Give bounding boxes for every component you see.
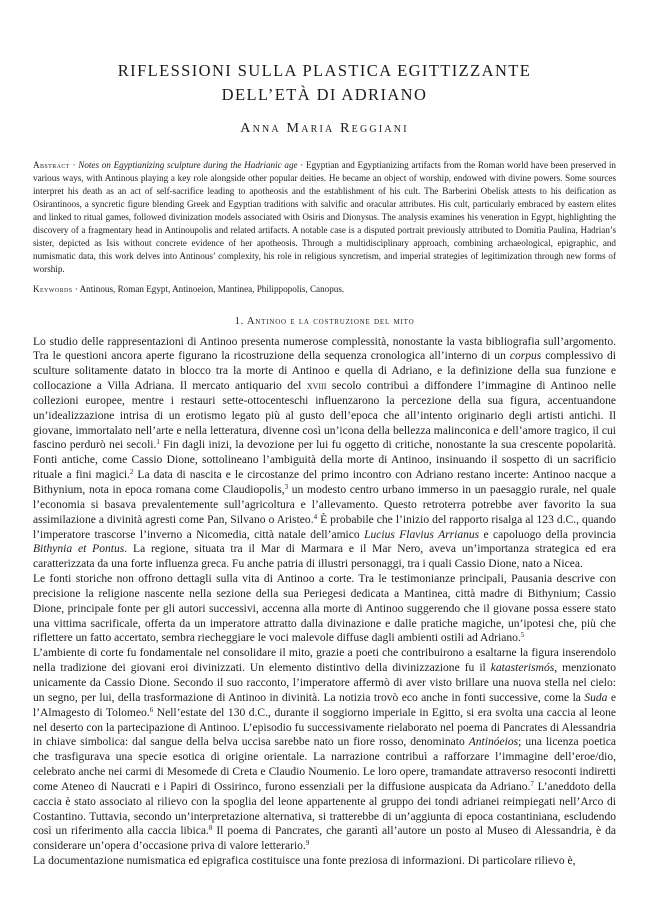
keywords-label: Keywords [33,283,73,294]
text-run: Lo studio delle rappresentazioni di Antinoo presenta numerose complessità, nonostante la vasta bibliografia sull’argomento. Tra le questioni ancora aperte figurano la ricostruzione della sequenza cronologica all’interno di un [33,335,616,363]
abstract [33,159,616,276]
footnote-ref[interactable]: 3 [284,483,289,492]
text-run: . La regione, situata tra il Mar di Marmara e il Mar Nero, aveva un’importanza strategica ed era caratterizzata da una forte influenza greca. Fu anche patria di illustri personaggi, tra i quali Cassio Dione, nato a Nicea. [33,543,616,571]
footnote-ref[interactable]: 5 [520,631,525,640]
italic-term: Lucius Flavius Arrianus [364,528,480,541]
abstract-separator: · [69,160,79,170]
section-heading: 1. Antinoo e la costruzione del mito [234,315,415,327]
text-run: e capoluogo della provincia [479,528,616,541]
paragraph-4 [33,854,616,869]
abstract-text: · Egyptian and Egyptianizing artifacts from the Roman world have been preserved in various ways, with Antinous playing a key role alongside other popular deities. He became an object of worship, endowed with divine powers. Some sources interpret his death as an act of self-sacrifice leading to apotheosis and the establishment of his cult. The Barberini Obelisk attests to his deification as Osirantinoos, a syncretic figure blending Greek and Egyptian traditions with salvific and oracular attributes. His cult, particularly embraced by eastern elites and linked to ritual games, followed divinization models associated with Osiris and Dionysus. The analysis examines his veneration in Egypt, highlighting the discovery of a fragmentary head in Antinoupolis and related artifacts. A notable case is a disputed portrait previously attributed to Domitia Paulina, Hadrian’s sister, depicted as Isis without concrete evidence of her apotheosis. Through a multidisciplinary approach, combining archaeological, epigraphic, and numismatic data, this work delves into Antinous’ complexity, his role in religious syncretism, and imperial strategies of legitimization through new forms of worship. [33,160,616,274]
abstract-label: Abstract [33,160,70,170]
text-run: Le fonti storiche non offrono dettagli sulla vita di Antinoo a corte. Tra le testimonianze principali, Pausania descrive con precisione la religione nascente nella sezione della sua Periegesi dedicata a Mantinea, città madre di Bithynium; Cassio Dione, principale fonte per gli autori successivi, accenna alla morte di Antinoo suggerendo che il giovane possa essere stato una vittima sacrificale, offerta da un imperatore attratto dalla divinazione e dalle pratiche magiche, un’ipotesi che, più che riflettere un fatto accertato, sembra riecheggiare le voci malevole diffuse dagli ambienti ostili ad Adriano. [33,573,616,645]
footnote-ref[interactable]: 1 [156,438,160,447]
title-line-2: DELL’ETÀ DI ADRIANO [221,85,428,104]
article-title [33,0,616,107]
text-run: , menzionato unicamente da Cassio Dione. Secondo il suo racconto, l’imperatore affermò di aver visto brillare una nuova stella nel cielo: un segno, per lui, della trasformazione di Antinoo in divinità. La notizia trovò eco anche in fonti successive, come la [33,662,616,704]
italic-term: katasterismós [490,662,555,675]
body-text [33,335,616,869]
italic-term: Antinóeios [468,736,519,749]
text-run: complessivo di sculture solitamente datato in blocco tra la morte di Antinoo e quella di Adriano, e la definizione della sua funzione e collocazione a Villa Adriana. Il mercato antiquario del [33,350,617,393]
footnote-ref[interactable]: 8 [208,824,213,833]
text-run: e l’Almagesto di Tolomeo. [33,691,617,719]
text-run: L’ambiente di corte fu fondamentale nel consolidare il mito, grazie a poeti che contribuirono a esaltarne la figura inserendolo nella tradizione dei giovani eroi divinizzati. Un elemento distintivo della divinizzazione fu il [33,647,616,675]
paragraph-2 [33,572,616,646]
footnote-ref[interactable]: 6 [149,705,154,714]
footnote-ref[interactable]: 2 [129,468,134,477]
text-run: La documentazione numismatica ed epigrafica costituisce una fonte preziosa di informazioni. Di particolare rilievo è, [33,855,576,868]
footnote-ref[interactable]: 9 [305,839,310,848]
text-run: ; una licenza poetica che trasfigurava una specie esotica di origine orientale. La narrazione contribuì a rafforzare l’immagine dell’eroe/dio, celebrato anche nei carmi di Mesomede di Creta e Claudio Noumenio. Le loro opere, tramandate attraverso resoconti indiretti come Ateneo di Naucrati e i Papiri di Ossirinco, furono essenziali per la diffusione auspicata da Adriano. [33,736,616,793]
century-numeral: xviii [306,380,327,393]
text-run: un modesto centro urbano immerso in un paesaggio rurale, nel quale l’economia si basava prevalentemente sull’agricoltura e l’allevamento. Questo retroterra potrebbe aver favorito la sua assimilazione a divinità agresti come Pan, Silvano o Aristeo. [33,484,616,526]
text-run: La data di nascita e le circostanze del primo incontro con Adriano restano incerte: Antinoo nacque a Bithynium, nota in epoca romana come Claudiopolis, [33,469,616,497]
abstract-english-title: Notes on Egyptianizing sculpture during the Hadrianic age [78,160,298,170]
text-run: È probabile che l’inizio del rapporto risalga al 123 d.C., quando l’imperatore trascorse l’inverno a Nicomedia, città natale dell’amico [33,513,616,541]
text-run: L’aneddoto della caccia è stato associato al rilievo con la spoglia del leone appartenente al gruppo dei tondi adrianei reimpiegati nell’Arco di Costantino. Tuttavia, secondo un’interpretazione alternativa, si tratterebbe di un’aggiunta di epoca costantiniana, escludendo così un riferimento alla caccia libica. [33,780,616,838]
text-run: Il poema di Pancrates, che garantì all’autore un posto al Museo di Alessandria, è da considerare un’opera d’occasione priva di valore letterario. [33,825,616,853]
text-run: Nell’estate del 130 d.C., durante il soggiorno imperiale in Egitto, si era svolta una caccia al leone nel deserto con la partecipazione di Antinoo. L’episodio fu successivamente rielaborato nel poema di Pancrates di Alessandria in chiave simbolica: dal sangue della belva uccisa sarebbe nato un fiore rosso, denominato [33,706,616,749]
author-name: Anna Maria Reggiani [240,121,409,136]
italic-term: Suda [584,691,608,704]
keywords [33,283,616,296]
title-line-1: RIFLESSIONI SULLA PLASTICA EGITTIZZANTE [117,61,532,80]
paragraph-3 [33,646,616,854]
text-run: Fin dagli inizi, la devozione per lui fu oggetto di critiche, nonostante la sua crescente popolarità. Fonti antiche, come Cassio Dione, sottolineano l’ambiguità della morte di Antinoo, insinuando il sospetto di un sacrificio rituale a fini magici. [33,439,616,482]
text-run: secolo contribuì a diffondere l’immagine di Antinoo nelle collezioni europee, mentre i restauri sette-ottocenteschi influenzarono la percezione della sua figura, accentuandone un’idealizzazione intrisa di un erotismo legato più al gusto dell’epoca che all’intento originario degli artisti antichi. Il giovane, immortalato nell’arte e nella letteratura, divenne così un’icona della bellezza malinconica e dell’amore tragico, il cui fascino perdurò nei secoli. [33,380,616,452]
italic-term: corpus [509,350,542,363]
footnote-ref[interactable]: 4 [313,512,318,521]
footnote-ref[interactable]: 7 [530,779,534,788]
paragraph-1 [33,335,616,573]
keywords-text: · Antinous, Roman Egypt, Antinoeion, Mantinea, Philippopolis, Canopus. [72,283,345,294]
italic-term: Bithynia et Pontus [33,543,125,556]
